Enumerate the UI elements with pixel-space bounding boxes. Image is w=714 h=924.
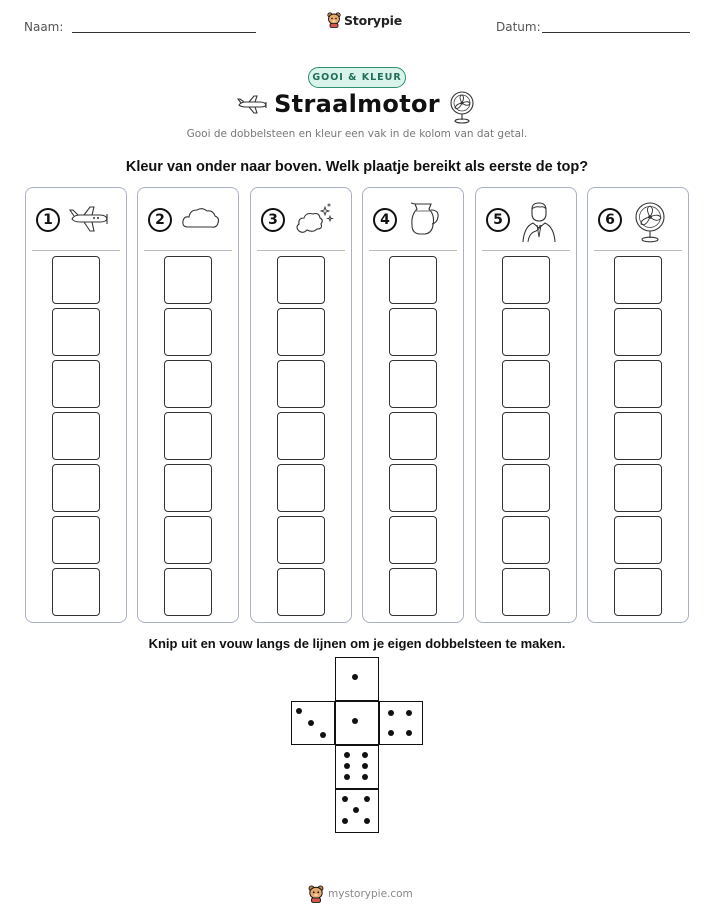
column-4 [362, 187, 464, 623]
color-cell[interactable] [277, 464, 325, 512]
column-1 [25, 187, 127, 623]
activity-badge: GOOI & KLEUR [308, 67, 406, 88]
pip [344, 763, 350, 769]
color-cell[interactable] [164, 256, 212, 304]
color-cell[interactable] [164, 308, 212, 356]
color-cell[interactable] [502, 256, 550, 304]
color-cell[interactable] [164, 464, 212, 512]
color-cell[interactable] [52, 256, 100, 304]
color-cell[interactable] [614, 360, 662, 408]
date-label: Datum: [496, 20, 541, 34]
color-cell[interactable] [389, 516, 437, 564]
color-cell[interactable] [389, 412, 437, 460]
color-cell[interactable] [389, 568, 437, 616]
cell-stack [389, 256, 437, 620]
column-header [486, 201, 572, 241]
color-cell[interactable] [389, 308, 437, 356]
pip [353, 807, 359, 813]
subtitle: Gooi de dobbelsteen en kleur een vak in de kolom van dat getal. [186, 128, 528, 140]
fan-icon [630, 201, 672, 243]
mascot-icon [327, 12, 341, 28]
color-cell[interactable] [389, 360, 437, 408]
pip [342, 818, 348, 824]
color-cell[interactable] [389, 256, 437, 304]
color-cell[interactable] [277, 360, 325, 408]
pip [362, 752, 368, 758]
color-cell[interactable] [502, 412, 550, 460]
cloud-icon [180, 201, 222, 237]
color-cell[interactable] [164, 412, 212, 460]
color-cell[interactable] [277, 568, 325, 616]
dice-instruction: Knip uit en vouw langs de lijnen om je eigen dobbelsteen te maken. [148, 636, 566, 651]
color-cell[interactable] [502, 516, 550, 564]
column-3 [250, 187, 352, 623]
column-5 [475, 187, 577, 623]
pip [362, 763, 368, 769]
pip [296, 708, 302, 714]
pip [406, 730, 412, 736]
color-cell[interactable] [164, 516, 212, 564]
color-cell[interactable] [502, 568, 550, 616]
name-line[interactable] [72, 32, 256, 33]
column-header [261, 201, 347, 241]
color-cell[interactable] [502, 308, 550, 356]
pitcher-icon [405, 201, 447, 237]
color-cell[interactable] [614, 308, 662, 356]
brand-logo [327, 12, 402, 28]
date-line[interactable] [542, 32, 690, 33]
color-cell[interactable] [277, 516, 325, 564]
color-cell[interactable] [52, 360, 100, 408]
cell-stack [164, 256, 212, 620]
fan-icon [449, 90, 475, 124]
name-label: Naam: [24, 20, 64, 34]
dice-face-lower [335, 745, 379, 789]
pip [364, 796, 370, 802]
dice-face-left [291, 701, 335, 745]
column-number: 6 [598, 208, 622, 232]
column-header [598, 201, 684, 241]
color-cell[interactable] [277, 412, 325, 460]
column-6 [587, 187, 689, 623]
page-title: Straalmotor [274, 90, 440, 118]
color-cell[interactable] [164, 568, 212, 616]
cell-stack [614, 256, 662, 620]
color-cell[interactable] [52, 412, 100, 460]
man-thinking-icon [518, 201, 560, 243]
cell-stack [277, 256, 325, 620]
title-row [0, 90, 714, 126]
color-cell[interactable] [164, 360, 212, 408]
color-cell[interactable] [52, 308, 100, 356]
color-cell[interactable] [502, 464, 550, 512]
column-number: 5 [486, 208, 510, 232]
pip [364, 818, 370, 824]
column-header [373, 201, 459, 241]
instruction: Kleur van onder naar boven. Welk plaatje bereikt als eerste de top? [125, 159, 589, 175]
pip [308, 720, 314, 726]
brand-name: Storypie [344, 12, 402, 28]
color-cell[interactable] [52, 568, 100, 616]
pip [344, 774, 350, 780]
dice-face-bottom [335, 789, 379, 833]
color-cell[interactable] [277, 256, 325, 304]
color-cell[interactable] [52, 464, 100, 512]
cell-stack [52, 256, 100, 620]
color-cell[interactable] [614, 464, 662, 512]
pip [388, 710, 394, 716]
column-number: 3 [261, 208, 285, 232]
column-number: 2 [148, 208, 172, 232]
mascot-icon [308, 885, 324, 903]
footer [308, 885, 413, 903]
pip [352, 674, 358, 680]
color-cell[interactable] [614, 412, 662, 460]
color-cell[interactable] [614, 568, 662, 616]
pip [406, 710, 412, 716]
pip [362, 774, 368, 780]
pip [342, 796, 348, 802]
pip [320, 732, 326, 738]
pip [388, 730, 394, 736]
column-number: 4 [373, 208, 397, 232]
airplane-icon [68, 201, 110, 237]
color-cell[interactable] [614, 516, 662, 564]
column-number: 1 [36, 208, 60, 232]
color-cell[interactable] [52, 516, 100, 564]
column-header [148, 201, 234, 241]
steam-cloud-icon [293, 201, 335, 237]
color-cell[interactable] [502, 360, 550, 408]
color-cell[interactable] [614, 256, 662, 304]
dice-face-right [379, 701, 423, 745]
color-cell[interactable] [277, 308, 325, 356]
column-header [36, 201, 122, 241]
dice-face-center [335, 701, 379, 745]
pip [352, 718, 358, 724]
column-2 [137, 187, 239, 623]
dice-face-top [335, 657, 379, 701]
pip [344, 752, 350, 758]
footer-url[interactable]: mystorypie.com [328, 888, 413, 900]
cell-stack [502, 256, 550, 620]
color-cell[interactable] [389, 464, 437, 512]
